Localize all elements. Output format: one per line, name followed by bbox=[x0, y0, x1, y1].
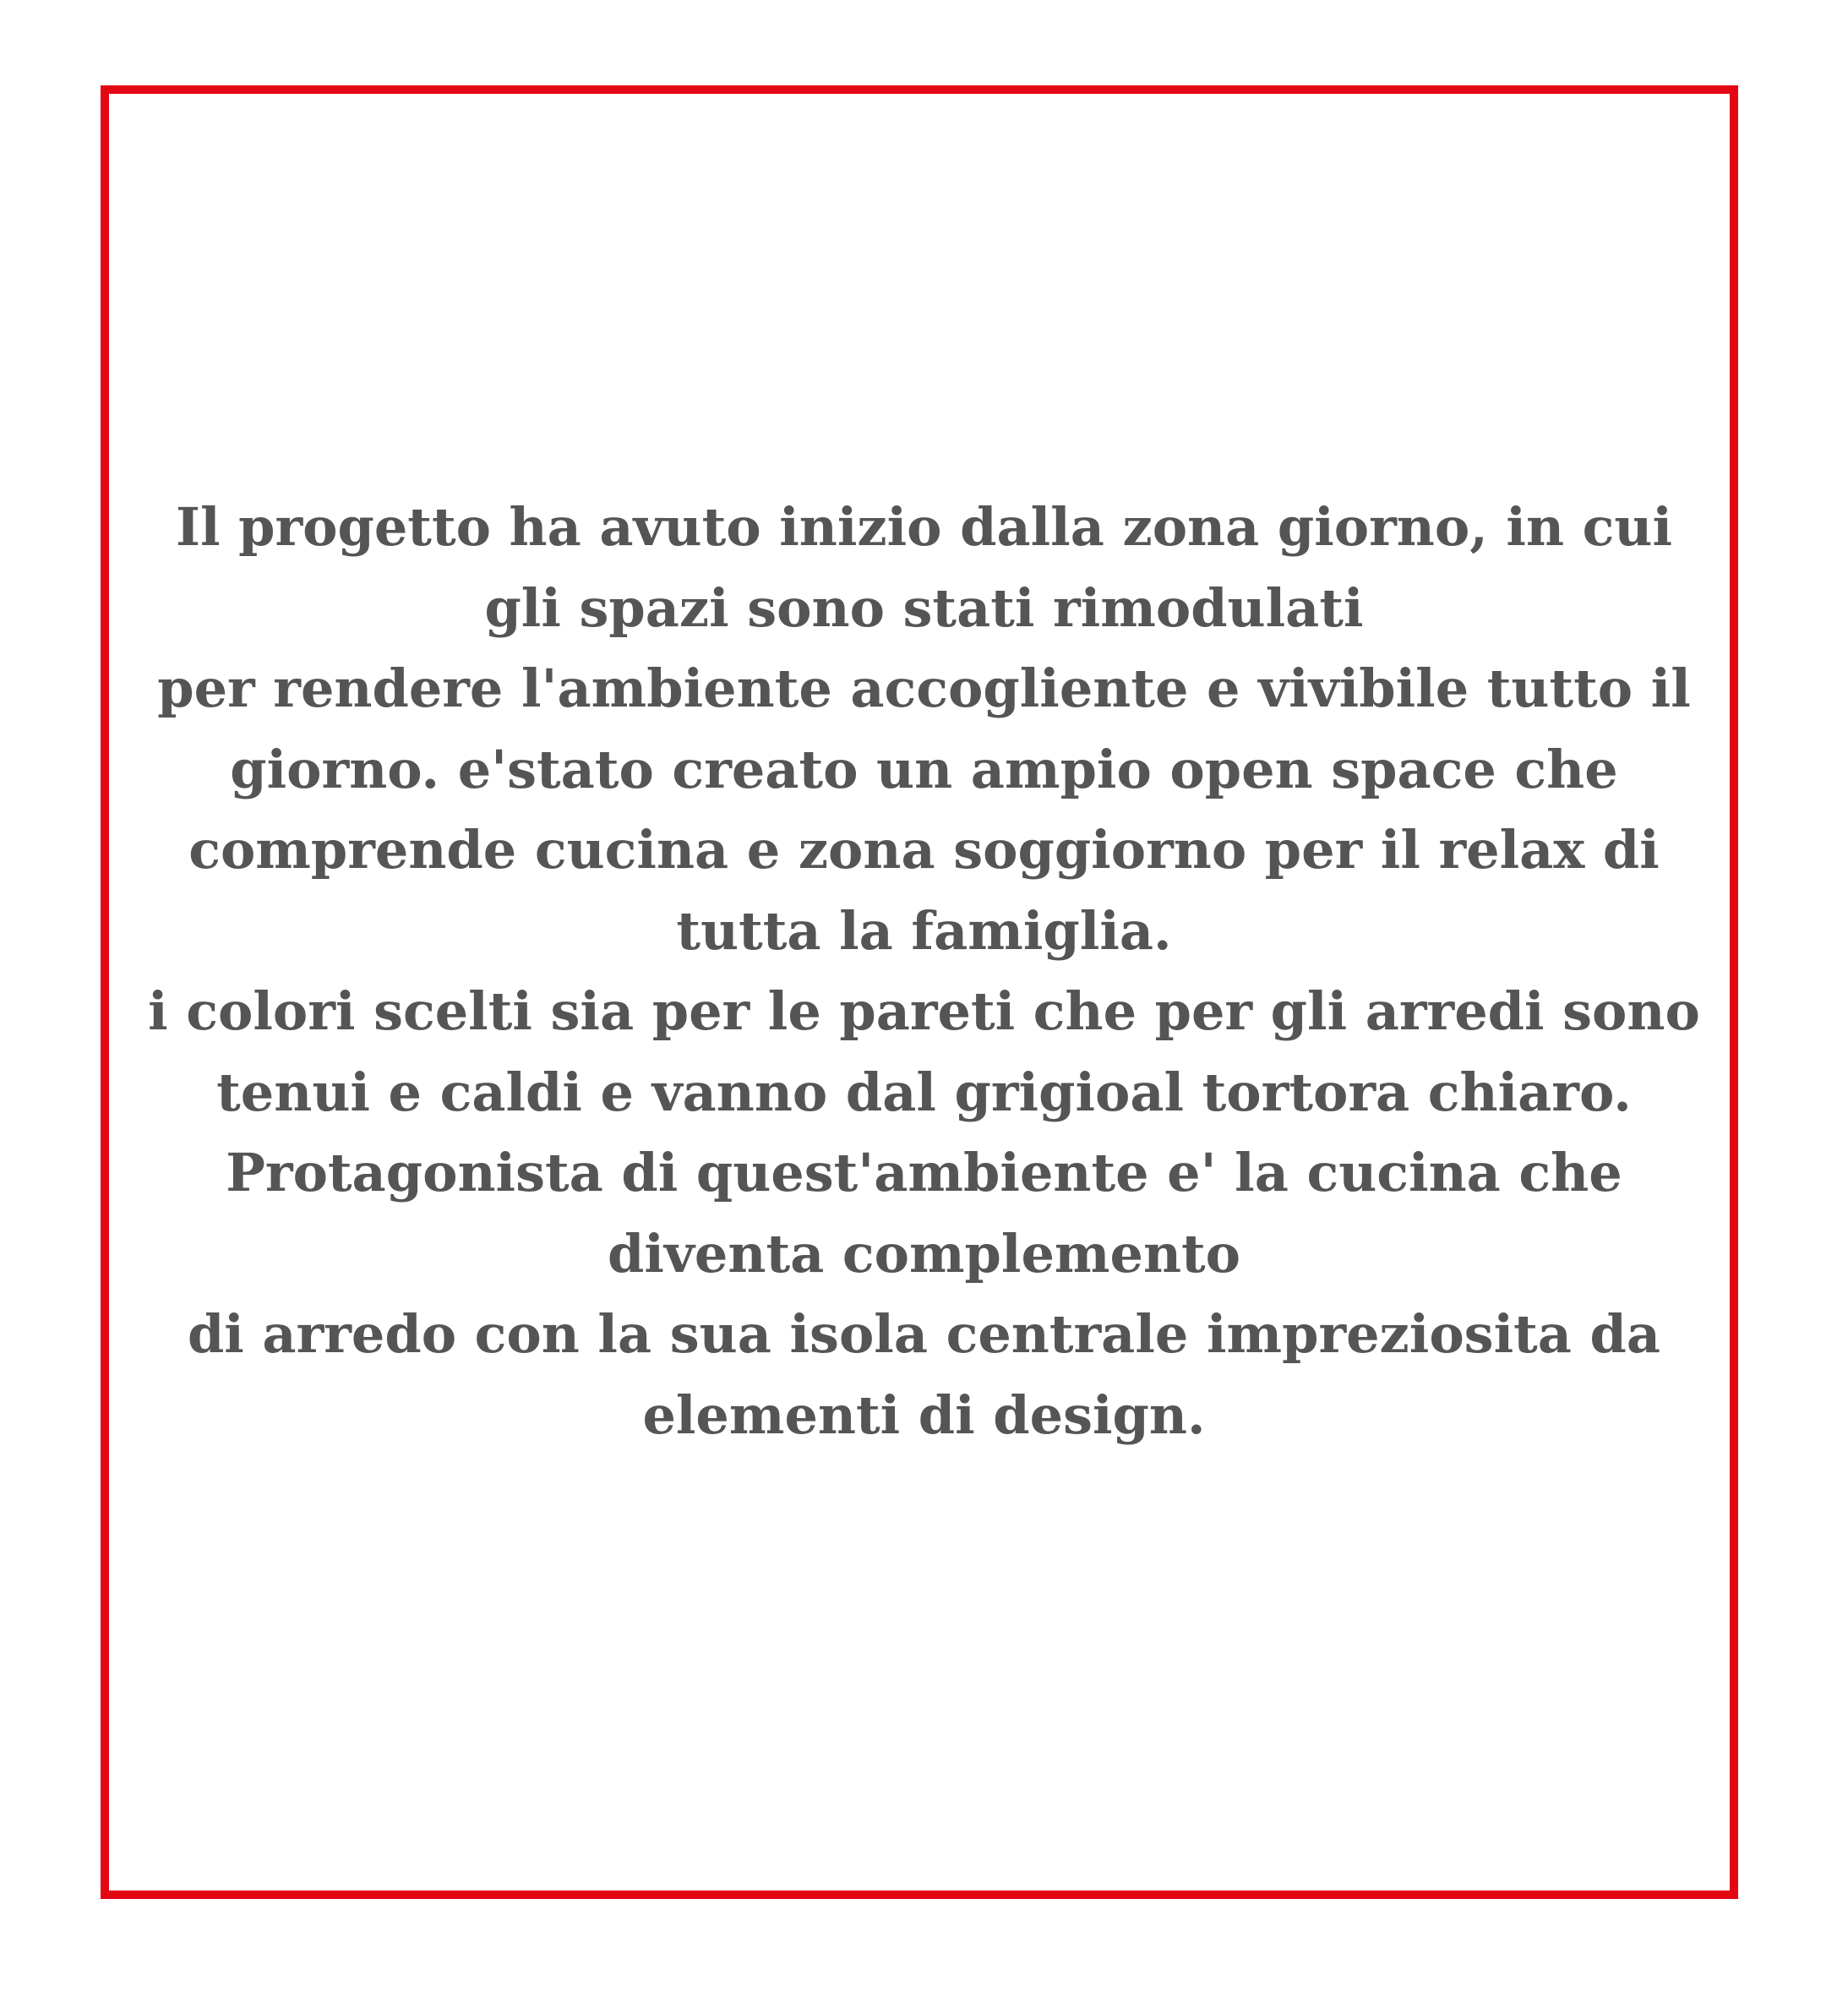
description-text bbox=[135, 487, 1713, 1455]
text-line: comprende cucina e zona soggiorno per il relax di bbox=[188, 819, 1660, 881]
text-line: tutta la famiglia. bbox=[676, 899, 1172, 962]
paragraph bbox=[135, 648, 1713, 971]
paragraph bbox=[135, 971, 1713, 1294]
text-line: giorno. e'stato creato un ampio open space che bbox=[230, 738, 1618, 800]
text-line: per rendere l'ambiente accogliente e vivibile tutto il bbox=[157, 657, 1691, 719]
text-line: i colori scelti sia per le pareti che per gli arredi sono bbox=[148, 980, 1700, 1042]
paragraph bbox=[135, 1294, 1713, 1455]
paragraph bbox=[135, 487, 1713, 648]
text-line: tenui e caldi e vanno dal grigioal tortora chiaro. bbox=[216, 1061, 1632, 1123]
text-line: di arredo con la sua isola centrale impreziosita da bbox=[187, 1303, 1661, 1365]
text-line: diventa complemento bbox=[607, 1222, 1241, 1285]
text-line: Il progetto ha avuto inizio dalla zona giorno, in cui bbox=[176, 496, 1672, 558]
text-line: elementi di design. bbox=[642, 1383, 1206, 1446]
text-line: gli spazi sono stati rimodulati bbox=[484, 576, 1364, 639]
text-line: Protagonista di quest'ambiente e' la cucina che bbox=[226, 1142, 1622, 1203]
